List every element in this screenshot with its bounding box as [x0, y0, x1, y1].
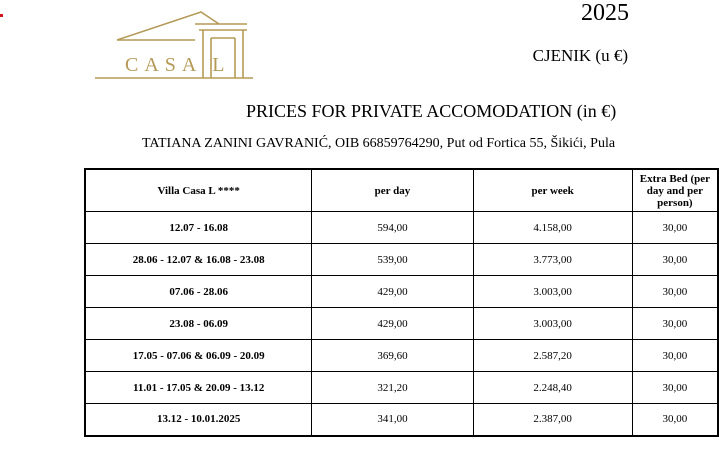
- per-week-cell: 3.773,00: [473, 244, 632, 276]
- table-row: [85, 308, 718, 340]
- column-header-per-week: per week: [473, 169, 632, 212]
- per-day-cell: 429,00: [312, 308, 473, 340]
- period-cell: 17.05 - 07.06 & 06.09 - 20.09: [85, 340, 312, 372]
- period-cell: 28.06 - 12.07 & 16.08 - 23.08: [85, 244, 312, 276]
- table-header-row: [85, 169, 718, 212]
- extra-bed-cell: 30,00: [632, 244, 718, 276]
- page-heading: PRICES FOR PRIVATE ACCOMODATION (in €): [246, 101, 617, 121]
- column-header-villa: Villa Casa L ****: [85, 169, 312, 212]
- owner-info: TATIANA ZANINI GAVRANIĆ, OIB 66859764290, Put od Fortica 55, Šikići, Pula: [142, 136, 616, 151]
- per-day-cell: 429,00: [312, 276, 473, 308]
- column-header-extra-bed: Extra Bed (per day and per person): [632, 169, 718, 212]
- extra-bed-cell: 30,00: [632, 212, 718, 244]
- column-header-per-day: per day: [312, 169, 473, 212]
- period-cell: 11.01 - 17.05 & 20.09 - 13.12: [85, 372, 312, 404]
- year: 2025: [581, 0, 629, 26]
- per-day-cell: 321,20: [312, 372, 473, 404]
- accent-dot: [0, 14, 3, 17]
- per-week-cell: 3.003,00: [473, 308, 632, 340]
- extra-bed-cell: 30,00: [632, 308, 718, 340]
- extra-bed-cell: 30,00: [632, 372, 718, 404]
- period-cell: 12.07 - 16.08: [85, 212, 312, 244]
- period-cell: 13.12 - 10.01.2025: [85, 404, 312, 436]
- per-week-cell: 2.587,20: [473, 340, 632, 372]
- per-week-cell: 4.158,00: [473, 212, 632, 244]
- per-week-cell: 2.387,00: [473, 404, 632, 436]
- casa-l-logo: [95, 10, 255, 82]
- table-row: [85, 212, 718, 244]
- logo-text: CASA L: [125, 54, 231, 76]
- period-cell: 23.08 - 06.09: [85, 308, 312, 340]
- table-row: [85, 372, 718, 404]
- per-day-cell: 341,00: [312, 404, 473, 436]
- table-row: [85, 340, 718, 372]
- extra-bed-cell: 30,00: [632, 404, 718, 436]
- per-day-cell: 539,00: [312, 244, 473, 276]
- period-cell: 07.06 - 28.06: [85, 276, 312, 308]
- extra-bed-cell: 30,00: [632, 276, 718, 308]
- price-list-subtitle: CJENIK (u €): [532, 46, 628, 65]
- price-table: [84, 168, 719, 437]
- per-week-cell: 2.248,40: [473, 372, 632, 404]
- table-row: [85, 244, 718, 276]
- table-row: [85, 404, 718, 436]
- per-day-cell: 594,00: [312, 212, 473, 244]
- table-row: [85, 276, 718, 308]
- per-week-cell: 3.003,00: [473, 276, 632, 308]
- per-day-cell: 369,60: [312, 340, 473, 372]
- extra-bed-cell: 30,00: [632, 340, 718, 372]
